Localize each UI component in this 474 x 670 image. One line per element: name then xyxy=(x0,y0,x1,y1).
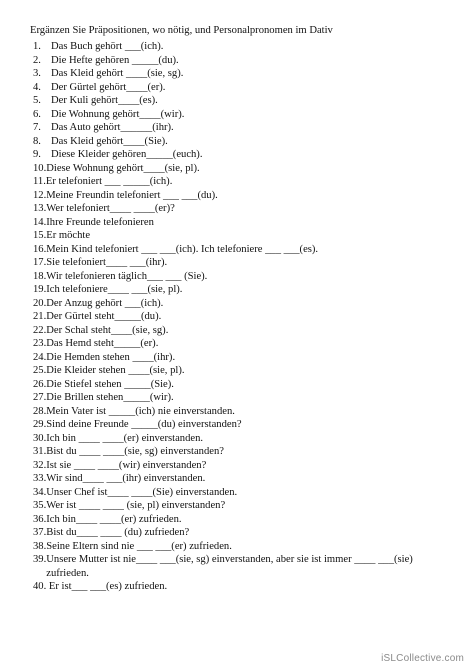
list-item xyxy=(33,499,463,513)
item-number: 11. xyxy=(33,176,46,187)
item-number: 15. xyxy=(33,230,47,241)
item-number: 23. xyxy=(33,338,47,349)
item-text: Die Wohnung gehört____(wir). xyxy=(51,108,185,120)
item-text: Er ist___ ___(es) zufrieden. xyxy=(46,581,168,592)
item-number: 27. xyxy=(33,392,47,403)
item-number: 25. xyxy=(33,365,47,376)
item-text: Der Anzug gehört ___(ich). xyxy=(46,297,164,309)
item-text: Bist du ____ ____(sie, sg) einverstanden? xyxy=(46,446,224,457)
item-text: Unsere Mutter ist nie____ ___(sie, sg) einverstanden, aber sie ist immer ____ ___(sie) zufrieden. xyxy=(46,554,413,579)
list-item xyxy=(33,418,463,432)
item-number: 10. xyxy=(33,162,47,174)
item-text: Er telefoniert ___ _____(ich). xyxy=(45,176,173,187)
item-text: Die Hefte gehören _____(du). xyxy=(51,54,179,66)
page-title: Ergänzen Sie Präpositionen, wo nötig, und Personalpronomen im Dativ xyxy=(30,25,333,36)
list-item xyxy=(33,270,463,284)
item-text: Diese Wohnung gehört____(sie, pl). xyxy=(46,162,200,174)
item-text: Diese Kleider gehören_____(euch). xyxy=(51,149,203,160)
item-number: 24. xyxy=(33,351,47,363)
list-item xyxy=(33,486,463,500)
list-item xyxy=(33,297,463,311)
list-item xyxy=(33,243,463,257)
item-number: 1. xyxy=(33,41,41,52)
list-item xyxy=(33,94,463,108)
list-item xyxy=(33,337,463,351)
item-number: 40. xyxy=(33,581,47,592)
exercise-list xyxy=(33,40,463,594)
item-text: Bist du____ ____ (du) zufrieden? xyxy=(46,527,190,538)
item-text: Ist sie ____ ____(wir) einverstanden? xyxy=(46,459,207,471)
item-number: 17. xyxy=(33,257,47,268)
item-text: Meine Freundin telefoniert ___ ___(du). xyxy=(46,189,218,201)
list-item xyxy=(33,81,463,95)
list-item xyxy=(33,445,463,459)
item-number: 8. xyxy=(33,135,41,147)
item-text: Das Buch gehört ___(ich). xyxy=(51,41,164,52)
item-text: Wer telefoniert____ ____(er)? xyxy=(46,203,175,214)
item-number: 5. xyxy=(33,95,41,106)
item-text: Das Hemd steht_____(er). xyxy=(46,338,159,349)
list-item xyxy=(33,283,463,297)
list-item xyxy=(33,540,463,554)
item-text: Er möchte xyxy=(46,230,91,241)
item-number: 29. xyxy=(33,419,47,430)
item-number: 3. xyxy=(33,68,41,79)
item-number: 13. xyxy=(33,203,47,214)
item-number: 4. xyxy=(33,81,41,93)
item-number: 12. xyxy=(33,189,47,201)
list-item xyxy=(33,189,463,203)
list-item xyxy=(33,405,463,419)
item-text: Ihre Freunde telefonieren xyxy=(46,216,154,228)
item-number: 30. xyxy=(33,432,47,444)
item-text: Seine Eltern sind nie ___ ___(er) zufrieden. xyxy=(46,540,232,552)
list-item xyxy=(33,472,463,486)
list-item xyxy=(33,40,463,54)
item-text: Die Stiefel stehen _____(Sie). xyxy=(46,378,174,390)
item-text: Sind deine Freunde _____(du) einverstanden? xyxy=(46,419,242,430)
item-number: 39. xyxy=(33,554,47,565)
list-item xyxy=(33,324,463,338)
item-number: 26. xyxy=(33,378,47,390)
item-number: 38. xyxy=(33,540,47,552)
list-item xyxy=(33,202,463,216)
item-number: 31. xyxy=(33,446,47,457)
item-number: 36. xyxy=(33,513,47,525)
list-item xyxy=(33,310,463,324)
item-number: 18. xyxy=(33,270,47,282)
item-number: 7. xyxy=(33,122,41,133)
list-item xyxy=(33,67,463,81)
item-text: Der Schal steht____(sie, sg). xyxy=(46,324,169,336)
item-number: 35. xyxy=(33,500,47,511)
item-number: 9. xyxy=(33,149,41,160)
list-item xyxy=(33,391,463,405)
list-item xyxy=(33,378,463,392)
item-text: Sie telefoniert____ ___(ihr). xyxy=(46,257,168,268)
list-item xyxy=(33,148,463,162)
list-item xyxy=(33,216,463,230)
item-number: 16. xyxy=(33,243,47,255)
list-item xyxy=(33,364,463,378)
item-number: 6. xyxy=(33,108,41,120)
list-item xyxy=(33,256,463,270)
list-item xyxy=(33,553,463,580)
item-number: 21. xyxy=(33,311,47,322)
list-item xyxy=(33,162,463,176)
item-number: 20. xyxy=(33,297,47,309)
item-number: 32. xyxy=(33,459,47,471)
item-text: Die Hemden stehen ____(ihr). xyxy=(46,351,176,363)
item-text: Das Kleid gehört ____(sie, sg). xyxy=(51,68,184,79)
item-text: Der Gürtel gehört____(er). xyxy=(51,81,166,93)
item-text: Die Kleider stehen ____(sie, pl). xyxy=(46,365,185,376)
item-number: 19. xyxy=(33,284,47,295)
item-text: Die Brillen stehen_____(wir). xyxy=(46,392,174,403)
item-number: 2. xyxy=(33,54,41,66)
item-text: Ich telefoniere____ ___(sie, pl). xyxy=(46,284,183,295)
list-item xyxy=(33,121,463,135)
list-item xyxy=(33,135,463,149)
list-item xyxy=(33,580,463,594)
item-text: Der Kuli gehört____(es). xyxy=(51,95,158,106)
item-number: 33. xyxy=(33,473,47,484)
item-text: Der Gürtel steht_____(du). xyxy=(46,311,162,322)
footer-logo[interactable]: iSLCollective.com xyxy=(381,653,464,664)
list-item xyxy=(33,54,463,68)
item-text: Unser Chef ist____ ____(Sie) einverstanden. xyxy=(46,486,238,498)
list-item xyxy=(33,459,463,473)
item-text: Mein Vater ist _____(ich) nie einverstanden. xyxy=(46,405,235,417)
item-text: Das Kleid gehört____(Sie). xyxy=(51,135,168,147)
list-item xyxy=(33,351,463,365)
item-number: 22. xyxy=(33,324,47,336)
list-item xyxy=(33,229,463,243)
list-item xyxy=(33,108,463,122)
list-item xyxy=(33,175,463,189)
list-item xyxy=(33,526,463,540)
item-text: Wir sind____ ___(ihr) einverstanden. xyxy=(46,473,206,484)
list-item xyxy=(33,432,463,446)
item-number: 14. xyxy=(33,216,47,228)
item-text: Wer ist ____ ____ (sie, pl) einverstanden? xyxy=(46,500,226,511)
item-text: Das Auto gehört______(ihr). xyxy=(51,122,174,133)
item-number: 34. xyxy=(33,486,47,498)
list-item xyxy=(33,513,463,527)
item-number: 37. xyxy=(33,527,47,538)
item-text: Mein Kind telefoniert ___ ___(ich). Ich telefoniere ___ ___(es). xyxy=(46,243,319,255)
item-text: Ich bin____ ____(er) zufrieden. xyxy=(46,513,182,525)
item-number: 28. xyxy=(33,405,47,417)
item-text: Wir telefonieren täglich___ ___ (Sie). xyxy=(46,270,208,282)
item-text: Ich bin ____ ____(er) einverstanden. xyxy=(46,432,204,444)
